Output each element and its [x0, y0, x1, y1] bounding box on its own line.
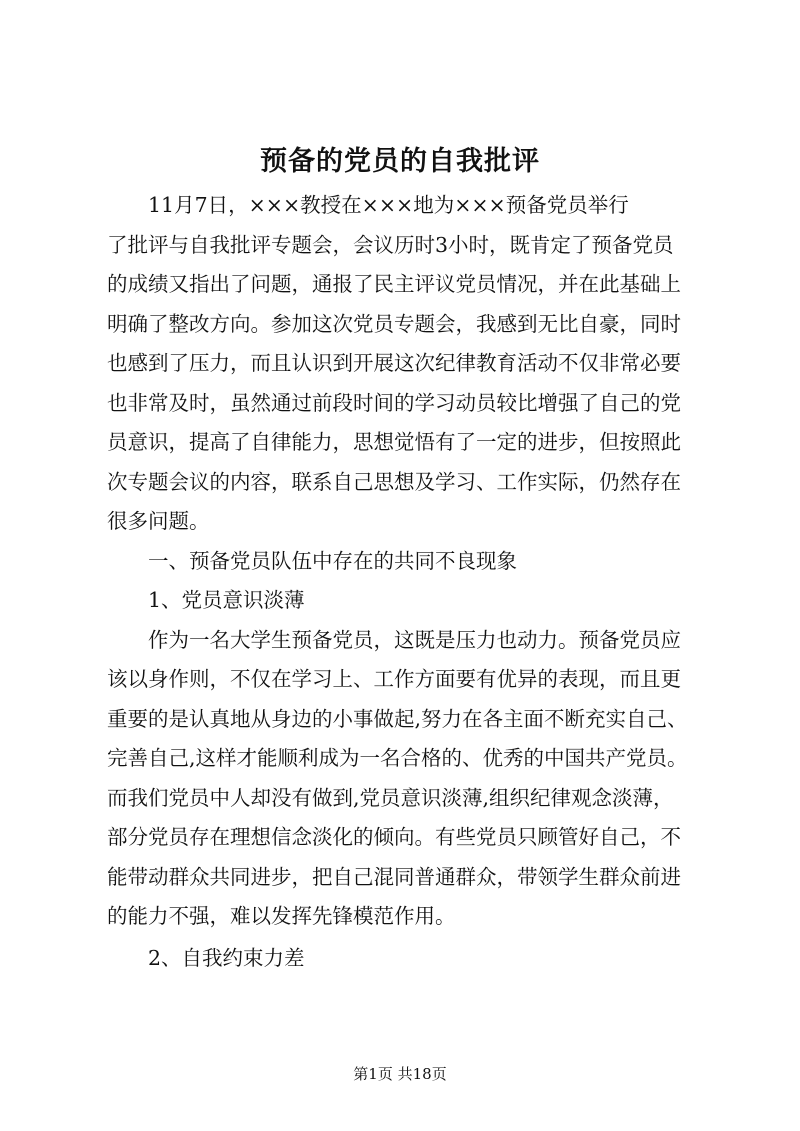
subsection-heading: 1、党员意识淡薄: [148, 588, 305, 612]
paragraph-line: 了批评与自我批评专题会，会议历时3小时，既肯定了预备党员: [107, 232, 674, 257]
document-title: 预备的党员的自我批评: [260, 146, 540, 177]
paragraph-line: 重要的是认真地从身边的小事做起,努力在各主面不断充实自己、: [107, 706, 688, 731]
paragraph-line: 部分党员存在理想信念淡化的倾向。有些党员只顾管好自己，不: [107, 825, 681, 849]
section-heading: 一、预备党员队伍中存在的共同不良现象: [148, 548, 517, 573]
paragraph-line: 也感到了压力，而且认识到开展这次纪律教育活动不仅非常必要: [107, 351, 681, 375]
paragraph-line: 作为一名大学生预备党员，这既是压力也动力。预备党员应: [148, 627, 681, 652]
paragraph-line: 的成绩又指出了问题，通报了民主评议党员情况，并在此基础上: [107, 272, 681, 296]
paragraph-line: 该以身作则，不仅在学习上、工作方面要有优异的表现，而且更: [107, 667, 681, 691]
paragraph-line: 完善自己,这样才能顺利成为一名合格的、优秀的中国共产党员。: [107, 746, 688, 770]
paragraph-line: 11月7日，×××教授在×××地为×××预备党员举行: [148, 193, 629, 217]
subsection-heading: 2、自我约束力差: [148, 945, 305, 970]
paragraph-line: 的能力不强，难以发挥先锋模范作用。: [107, 904, 456, 928]
paragraph-line: 很多问题。: [107, 509, 210, 533]
paragraph-line: 而我们党员中人却没有做到,党员意识淡薄,组织纪律观念淡薄，: [107, 785, 674, 810]
paragraph-line: 员意识，提高了自律能力，思想觉悟有了一定的进步，但按照此: [107, 430, 681, 454]
page-number: 第1页 共18页: [353, 1065, 447, 1083]
document-body: [107, 186, 707, 978]
paragraph-line: 也非常及时，虽然通过前段时间的学习动员较比增强了自己的党: [107, 390, 681, 415]
paragraph-line: 明确了整改方向。参加这次党员专题会，我感到无比自豪，同时: [107, 311, 681, 336]
paragraph-line: 次专题会议的内容，联系自己思想及学习、工作实际，仍然存在: [107, 469, 681, 494]
paragraph-line: 能带动群众共同进步，把自己混同普通群众，带领学生群众前进: [107, 864, 681, 889]
